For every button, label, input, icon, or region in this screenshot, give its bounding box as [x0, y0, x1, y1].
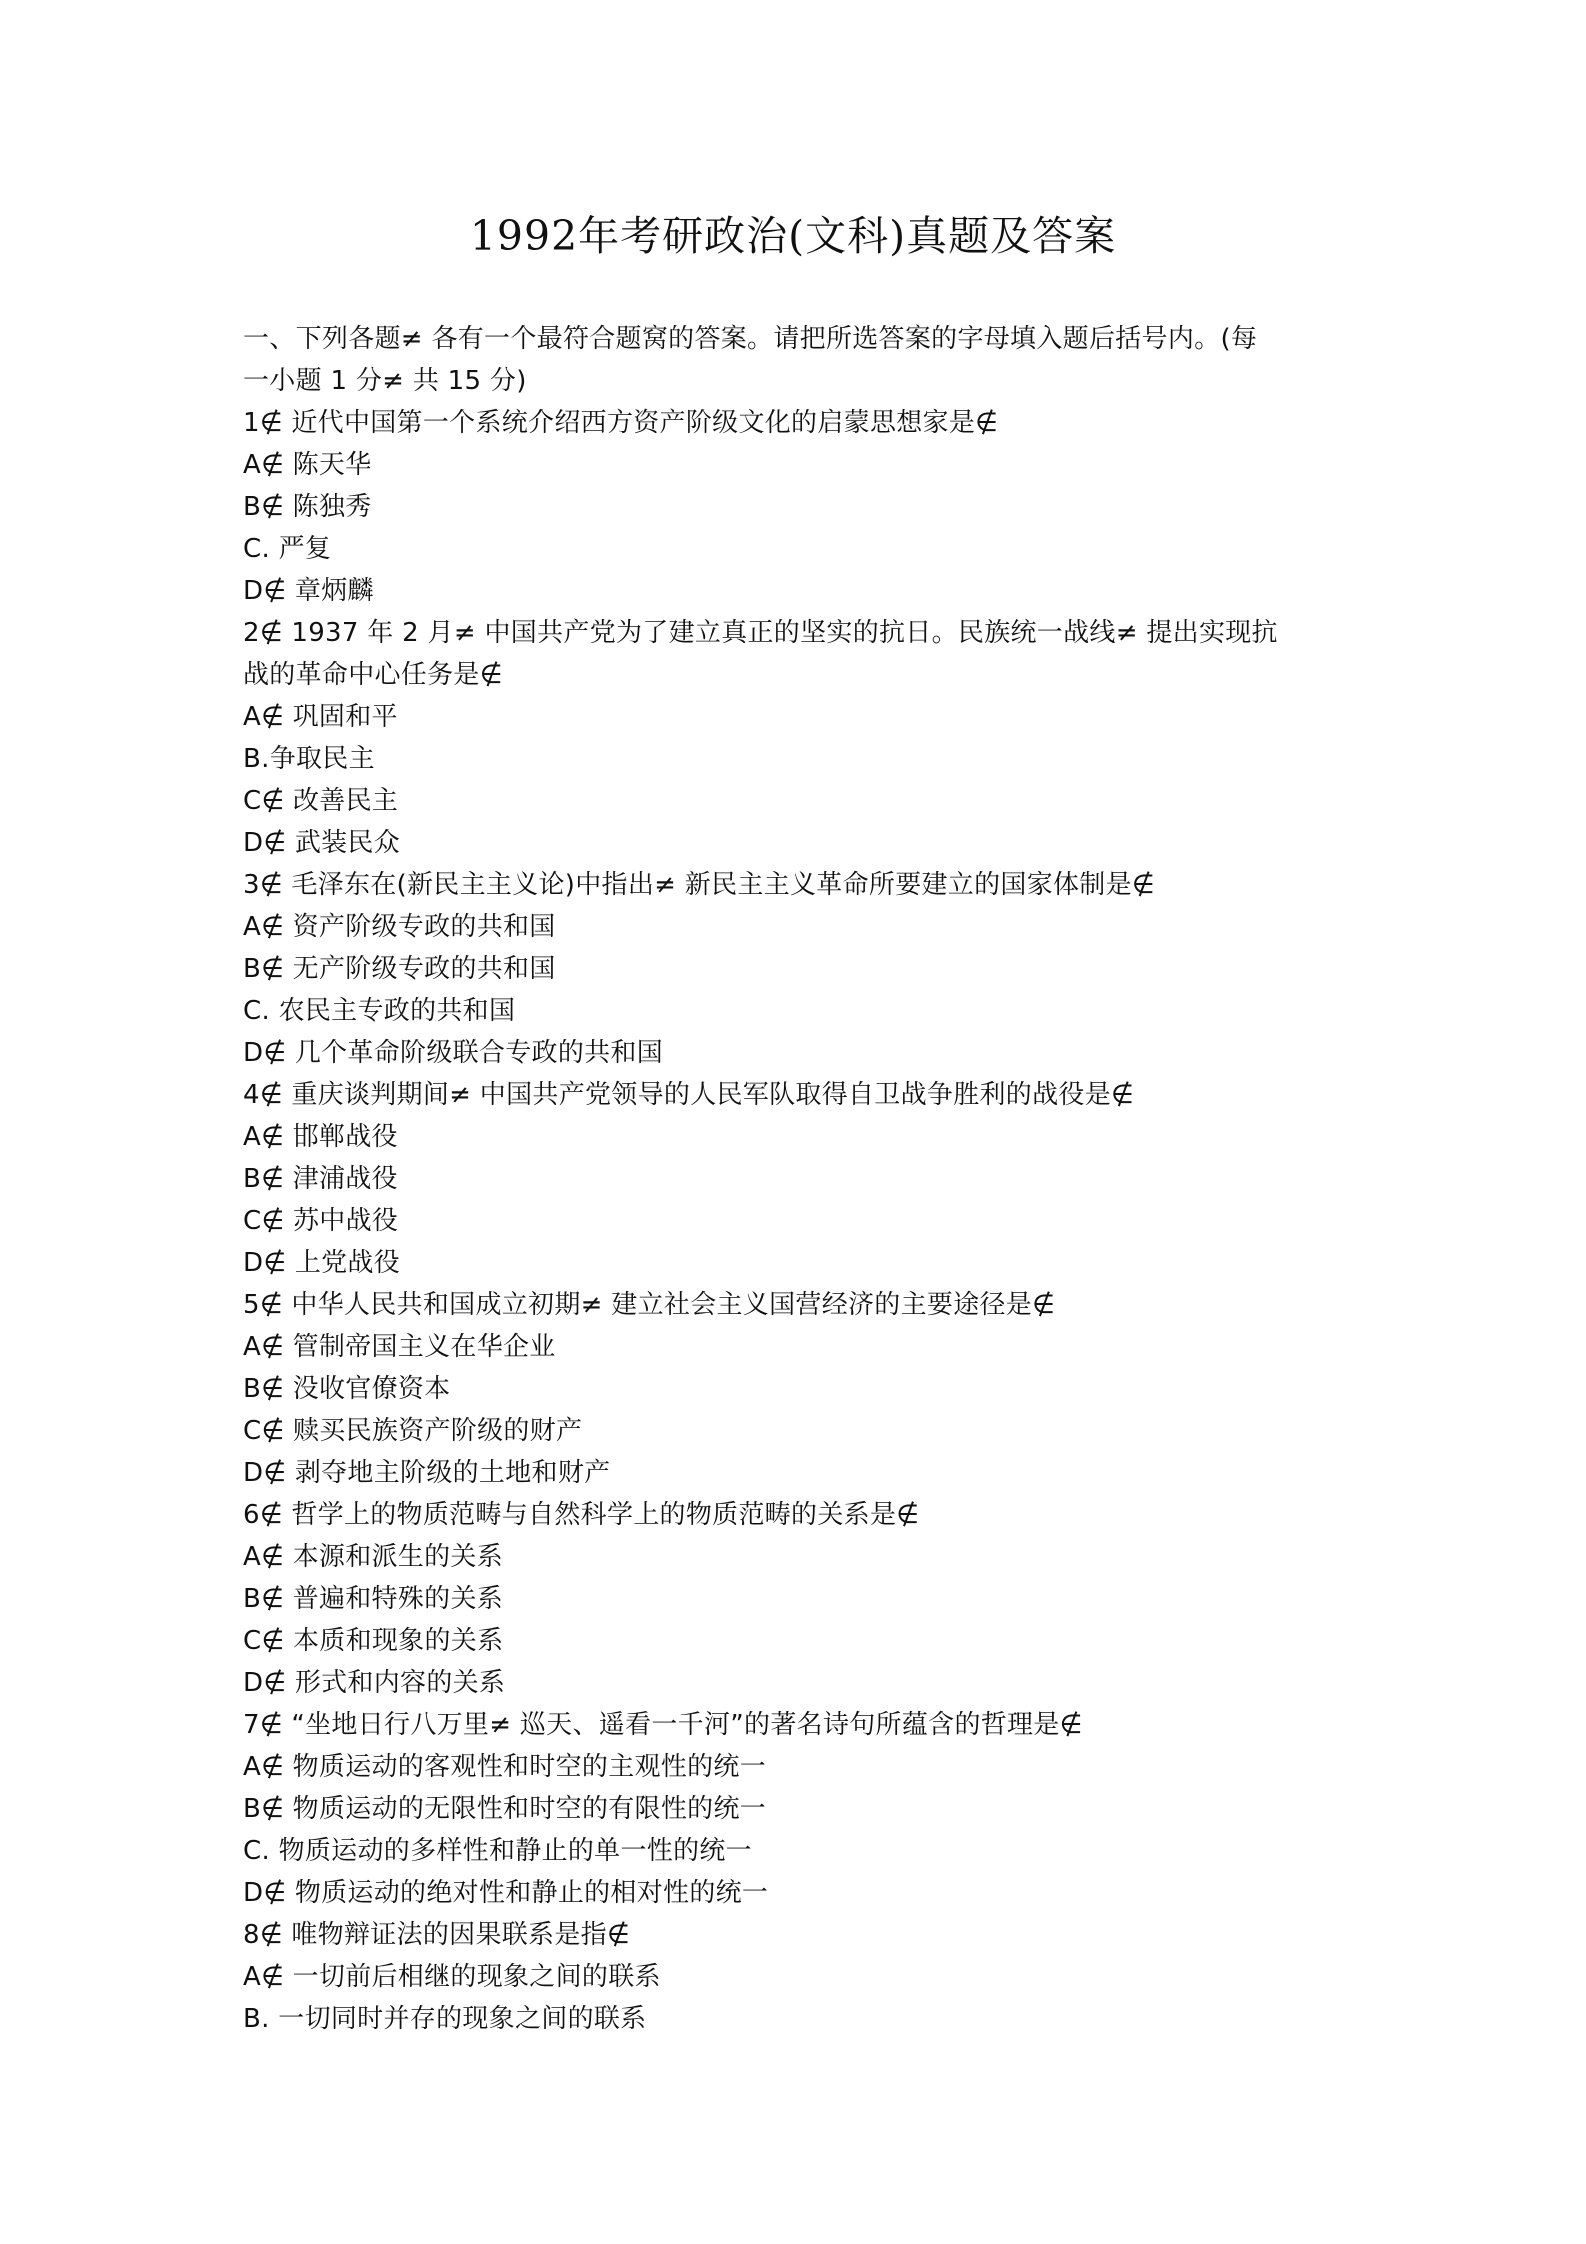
- text-line: B. 一切同时并存的现象之间的联系: [243, 2004, 647, 2034]
- text-line: D∉ 剥夺地主阶级的土地和财产: [243, 1458, 611, 1488]
- text-line: A∉ 管制帝国主义在华企业: [243, 1332, 556, 1362]
- text-line: 3∉ 毛泽东在(新民主主义论)中指出≠ 新民主主义革命所要建立的国家体制是∉: [243, 870, 1155, 900]
- text-line: B∉ 津浦战役: [243, 1164, 398, 1194]
- text-line: 4∉ 重庆谈判期间≠ 中国共产党领导的人民军队取得自卫战争胜利的战役是∉: [243, 1080, 1134, 1110]
- text-line: C∉ 本质和现象的关系: [243, 1626, 504, 1656]
- text-line: B∉ 没收官僚资本: [243, 1374, 451, 1404]
- text-line: B∉ 普遍和特殊的关系: [243, 1584, 504, 1614]
- text-line: C∉ 苏中战役: [243, 1206, 399, 1236]
- text-line: 7∉ “坐地日行八万里≠ 巡天、遥看一千河”的著名诗句所蕴含的哲理是∉: [243, 1710, 1083, 1740]
- text-line: B.争取民主: [243, 744, 375, 774]
- text-line: D∉ 物质运动的绝对性和静止的相对性的统一: [243, 1878, 769, 1908]
- text-line: A∉ 一切前后相继的现象之间的联系: [243, 1962, 661, 1992]
- text-line: 5∉ 中华人民共和国成立初期≠ 建立社会主义国营经济的主要途径是∉: [243, 1290, 1056, 1320]
- text-line: A∉ 邯郸战役: [243, 1122, 398, 1152]
- text-line: D∉ 几个革命阶级联合专政的共和国: [243, 1038, 664, 1068]
- text-line: 8∉ 唯物辩证法的因果联系是指∉: [243, 1920, 630, 1950]
- text-line: D∉ 形式和内容的关系: [243, 1668, 506, 1698]
- text-line: 一小题 1 分≠ 共 15 分): [243, 366, 527, 396]
- text-line: D∉ 章炳麟: [243, 576, 374, 606]
- text-line: 一、下列各题≠ 各有一个最符合题窝的答案。请把所选答案的字母填入题后括号内。(每: [243, 324, 1258, 354]
- text-line: A∉ 物质运动的客观性和时空的主观性的统一: [243, 1752, 766, 1782]
- text-line: B∉ 陈独秀: [243, 492, 372, 522]
- text-line: B∉ 物质运动的无限性和时空的有限性的统一: [243, 1794, 767, 1824]
- page-title: 1992年考研政治(文科)真题及答案: [469, 212, 1117, 260]
- text-line: A∉ 资产阶级专政的共和国: [243, 912, 556, 942]
- text-line: 1∉ 近代中国第一个系统介绍西方资产阶级文化的启蒙思想家是∉: [243, 408, 999, 438]
- text-line: C∉ 改善民主: [243, 786, 399, 816]
- text-line: 6∉ 哲学上的物质范畴与自然科学上的物质范畴的关系是∉: [243, 1500, 920, 1530]
- text-line: D∉ 武装民众: [243, 828, 401, 858]
- text-line: 战的革命中心任务是∉: [243, 660, 503, 690]
- text-line: A∉ 巩固和平: [243, 702, 398, 732]
- text-line: C. 严复: [243, 534, 332, 564]
- text-line: C. 物质运动的多样性和静止的单一性的统一: [243, 1836, 752, 1866]
- text-line: A∉ 本源和派生的关系: [243, 1542, 503, 1572]
- text-line: C. 农民主专政的共和国: [243, 996, 516, 1026]
- text-line: 2∉ 1937 年 2 月≠ 中国共产党为了建立真正的坚实的抗日。民族统一战线≠ 提出实现抗: [243, 618, 1278, 648]
- document-body: [243, 318, 1353, 2040]
- text-line: B∉ 无产阶级专政的共和国: [243, 954, 556, 984]
- text-line: D∉ 上党战役: [243, 1248, 401, 1278]
- text-line: C∉ 赎买民族资产阶级的财产: [243, 1416, 583, 1446]
- text-line: A∉ 陈天华: [243, 450, 372, 480]
